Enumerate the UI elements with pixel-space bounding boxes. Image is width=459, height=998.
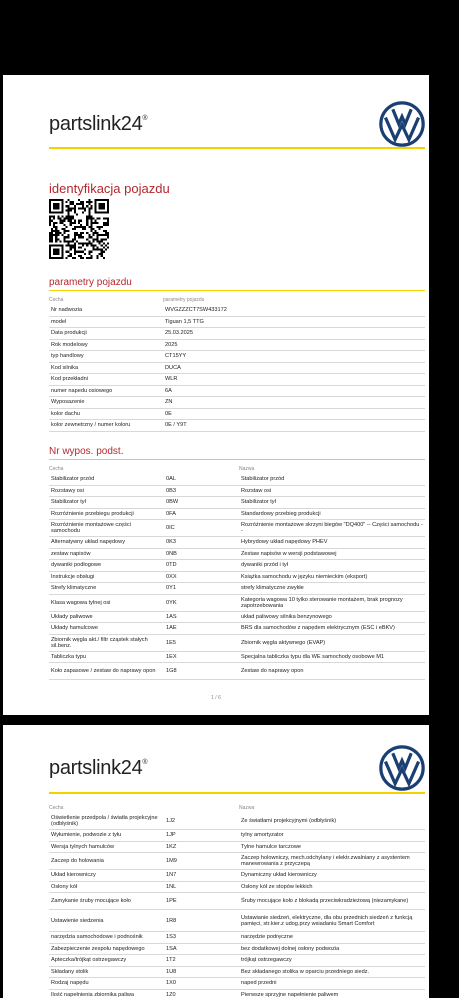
equip-cell-name: trójkąt ostrzegawczy [241,957,292,964]
vw-logo-icon [379,745,425,791]
param-cell-value: WVGZZZCT7SW433172 [165,307,227,314]
params-header-cecha: Cecha [49,297,64,303]
equip-row [49,813,425,830]
equip-cell-code: 0YK [166,599,177,606]
equip-row [49,967,425,979]
equip-cell-code: 1AE [166,625,177,632]
equip-cell-code: 1X0 [166,980,176,987]
equip-cell-name: Kategoria wagowa 10 tylko sterowanie montażem, brak prognozy zapotrzebowania [241,596,403,609]
equip-cell-code: 1R8 [166,917,177,924]
equip-cell-feature: Koło zapasowe / zestaw do naprawy opon [51,668,156,674]
equip-row [49,583,425,595]
equip-cell-code: 0Y1 [166,585,176,592]
param-row [49,305,425,317]
header-rule [49,147,425,149]
equip-cell-name: Śruby mocujące koło z blokadą przeciwkradzieżową (niezamykane) [241,898,409,904]
equip-row [49,474,425,486]
equip-cell-code: 1JP [166,832,176,839]
param-cell-feature: numer napedu osiowego [51,387,113,394]
equip-cell-feature: Rodzaj napędu [51,980,89,987]
equip-row [49,853,425,870]
equip-cell-feature: narzędzia samochodowe i podnośnik [51,934,143,941]
equip-header-nazwa: Nazwa [239,805,255,811]
equip-cell-feature: Ustawienie siedzenia [51,917,104,924]
params-table [49,305,425,432]
equip-cell-feature: Wyłumienie, podwozie z tyłu [51,832,122,839]
equip-cell-feature: Wersja tylnych hamulców [51,843,115,850]
equip-row [49,990,425,998]
param-cell-feature: Kod przekładni [51,376,89,383]
param-cell-feature: typ handlowy [51,353,84,360]
equip-cell-code: 1J2 [166,818,176,824]
equip-cell-code: 1NL [166,883,177,890]
equip-cell-feature: Ilość napełnienia zbiornika paliwa [51,991,135,998]
param-cell-value: 0E / Y9T [165,422,187,429]
qr-code [49,199,109,259]
equip-cell-name: Specjalna tabliczka typu dla WE samochody osobowe M1 [241,653,385,660]
equip-cell-name: Stabilizator przód [241,476,285,483]
param-row [49,351,425,363]
equipment-table [49,474,425,680]
equip-heading: Nr wypos. podst. [49,446,124,457]
equip-cell-name: Hybrydowy układ napędowy PHEV [241,539,328,546]
param-row [49,363,425,375]
equip-row [49,944,425,956]
equip-cell-code: 1E5 [166,639,176,646]
equip-cell-code: 1SA [166,945,177,952]
equip-row [49,830,425,842]
equip-cell-feature: Osłony kół [51,883,78,890]
equip-cell-feature: Strefy klimatyczne [51,585,97,592]
equip-cell-feature: Zbiornik węgla akt./ filtr cząstek stałych sil.benz. [51,636,148,649]
document-page-2 [3,725,429,998]
partslink24-logo: partslink24® [49,113,148,135]
equip-row [49,560,425,572]
equip-cell-name: Osłony kół ze stopów lekkich [241,883,313,890]
param-cell-feature: model [51,318,67,325]
equip-cell-name: dywaniki przód i tył [241,562,288,569]
equip-cell-code: 1Z0 [166,991,176,998]
equip-cell-feature: Zamykanie śruby mocujące koło [51,898,131,904]
equip-cell-code: 0AL [166,476,176,483]
param-row [49,420,425,432]
equip-cell-code: 1G8 [166,668,177,674]
equipment-table-continued [49,813,425,998]
equip-cell-name: bez dodatkowej dolnej osłony podwozia [241,945,340,952]
vw-logo-icon [379,101,425,147]
page-title: identyfikacja pojazdu [49,181,170,196]
param-row [49,317,425,329]
equip-row [49,520,425,537]
param-cell-feature: kolor zewnetrzny / numer koloru [51,422,131,429]
equip-cell-name: Książka samochodu w języku niemieckim (eksport) [241,573,368,580]
param-cell-feature: Data produkcji [51,330,87,337]
equip-row [49,549,425,561]
equip-cell-feature: Klasa wagowa tylnej osi [51,599,111,606]
equip-cell-code: 0TD [166,562,177,569]
equip-cell-feature: Tabliczka typu [51,653,87,660]
param-cell-feature: Nr nadwozia [51,307,83,314]
param-row [49,386,425,398]
equip-row [49,882,425,894]
equip-row [49,612,425,624]
equip-row [49,955,425,967]
equip-cell-feature: Stabilizator przód [51,476,95,483]
params-heading-rule [49,290,425,291]
equip-heading-rule [49,459,425,460]
param-cell-feature: Kod silnika [51,364,79,371]
equip-cell-feature: Stabilizator tył [51,499,86,506]
equip-cell-code: 0XX [166,573,177,580]
param-row [49,374,425,386]
equip-row [49,509,425,521]
equip-cell-code: 1S3 [166,934,176,941]
param-row [49,409,425,421]
equip-cell-name: Stabilizator tył [241,499,276,506]
equip-cell-name: naped przedni [241,980,277,987]
param-cell-feature: kolor dachu [51,410,80,417]
equip-cell-code: 0K3 [166,539,176,546]
equip-cell-feature: Zabezpieczenie zespołu napędowego [51,945,145,952]
equip-cell-feature: Układy paliwowe [51,613,93,620]
equip-row [49,537,425,549]
param-row [49,328,425,340]
equip-cell-name: Ustawianie siedzeń, elektryczne, dla obu przednich siedzeń z funkcją pamięci, str.kier.z udog.przy wsiadaniu Smart Comfort [241,914,413,927]
equip-row [49,635,425,652]
param-cell-value: 25.03.2025 [165,330,193,337]
params-header-value: parametry pojazdu [163,297,205,303]
header-rule [49,792,425,794]
param-cell-feature: Rok modelowy [51,341,88,348]
page-number: 1 / 6 [211,695,221,701]
equip-row [49,978,425,990]
equip-row [49,595,425,612]
equip-cell-code: 1M9 [166,858,177,864]
param-cell-value: CT15YY [165,353,187,360]
param-cell-value: 6A [165,387,172,394]
equip-cell-name: Zestaw napisów w wersji podstawowej [241,550,337,557]
partslink24-logo: partslink24® [49,757,148,779]
equip-row [49,652,425,664]
equip-cell-feature: Składany stolik [51,968,89,975]
equip-cell-code: 0BW [166,499,179,506]
equip-cell-feature: Alternatywny układ napędowy [51,539,126,546]
equip-cell-name: Dynamiczny układ kierowniczy [241,872,317,879]
equip-cell-name: Zaczep holowniczy, mech.odchylany i elektr.zwalniany z asystentem manewrowania z przyczepą [241,855,410,867]
equip-cell-code: 1EX [166,653,177,660]
param-cell-value: ZN [165,399,173,406]
equip-cell-code: 0NB [166,550,177,557]
equip-cell-feature: dywaniki podłogowe [51,562,102,569]
equip-cell-code: 0IC [166,525,175,531]
equip-cell-name: Bez składanego stolika w oparciu przedniego siedz. [241,968,370,975]
equip-cell-name: BRS dla samochodów z napędem elektrycznym (ESC i eBKV) [241,625,395,632]
equip-cell-code: 1PE [166,898,177,904]
equip-cell-name: narzędzie podręczne [241,934,293,941]
equip-cell-name: Rozróżnienie montażowe skrzyni biegów "DQ400" -- Części samochodu -- [241,522,423,534]
equip-cell-feature: Układy hamulcowe [51,625,98,632]
equip-row [49,870,425,882]
equip-cell-code: 1U8 [166,968,177,975]
equip-header-nazwa: Nazwa [239,466,255,472]
param-cell-value: DUCA [165,364,181,371]
param-row [49,397,425,409]
equip-row [49,663,425,680]
equip-cell-feature: Apteczka/trójkąt ostrzegawczy [51,957,127,964]
equip-cell-feature: Rozróżnienie montażowe części samochodu [51,522,131,534]
equip-cell-code: 1KZ [166,843,177,850]
equip-row [49,497,425,509]
equip-cell-code: 1AS [166,613,177,620]
equip-row [49,623,425,635]
equip-row [49,910,425,932]
equip-cell-feature: zestaw napisów [51,550,91,557]
equip-cell-feature: Oświetlenie przedpola / światła projekcyjne (odbłyśnik) [51,815,158,827]
param-cell-value: Tiguan 1,5 TTG [165,318,204,325]
equip-cell-code: 0B3 [166,487,176,494]
equip-header-cecha: Cecha [49,805,64,811]
equip-cell-code: 1T2 [166,957,176,964]
equip-cell-name: strefy klimatyczne zwykłe [241,585,304,592]
equip-cell-name: Zestaw do naprawy opon [241,668,304,674]
equip-cell-name: Pierwsze sprzyjne napełnienie paliwem [241,991,339,998]
params-heading: parametry pojazdu [49,277,132,288]
equip-row [49,893,425,910]
equip-row [49,932,425,944]
equip-cell-name: układ paliwowy silnika benzynowego [241,613,332,620]
param-cell-value: WLR [165,376,178,383]
param-cell-value: 0E [165,410,172,417]
equip-cell-code: 1N7 [166,872,177,879]
equip-cell-feature: Układ kierowniczy [51,872,96,879]
equip-cell-feature: Rozróżnienie przebiegu produkcji [51,510,134,517]
equip-cell-name: Tylne hamulce tarczowe [241,843,302,850]
document-page-1 [3,75,429,715]
equip-cell-code: 0FA [166,510,176,517]
equip-header-cecha: Cecha [49,466,64,472]
param-cell-value: 2025 [165,341,178,348]
equip-row [49,842,425,854]
equip-cell-name: Standardowy przebieg produkcji [241,510,321,517]
equip-cell-name: Ze światłami projekcyjnymi (odbłyśnik) [241,818,337,824]
equip-row [49,486,425,498]
equip-cell-feature: Rozstawy osi [51,487,84,494]
equip-cell-name: Zbiornik węgla aktywnego (EVAP) [241,639,326,646]
param-row [49,340,425,352]
param-cell-feature: Wyposazenie [51,399,85,406]
equip-cell-name: tylny amortyzator [241,832,284,839]
equip-cell-feature: Instrukcje obsługi [51,573,95,580]
equip-cell-name: Rozstaw osi [241,487,272,494]
equip-row [49,572,425,584]
equip-cell-feature: Zaczep do holowania [51,858,104,864]
